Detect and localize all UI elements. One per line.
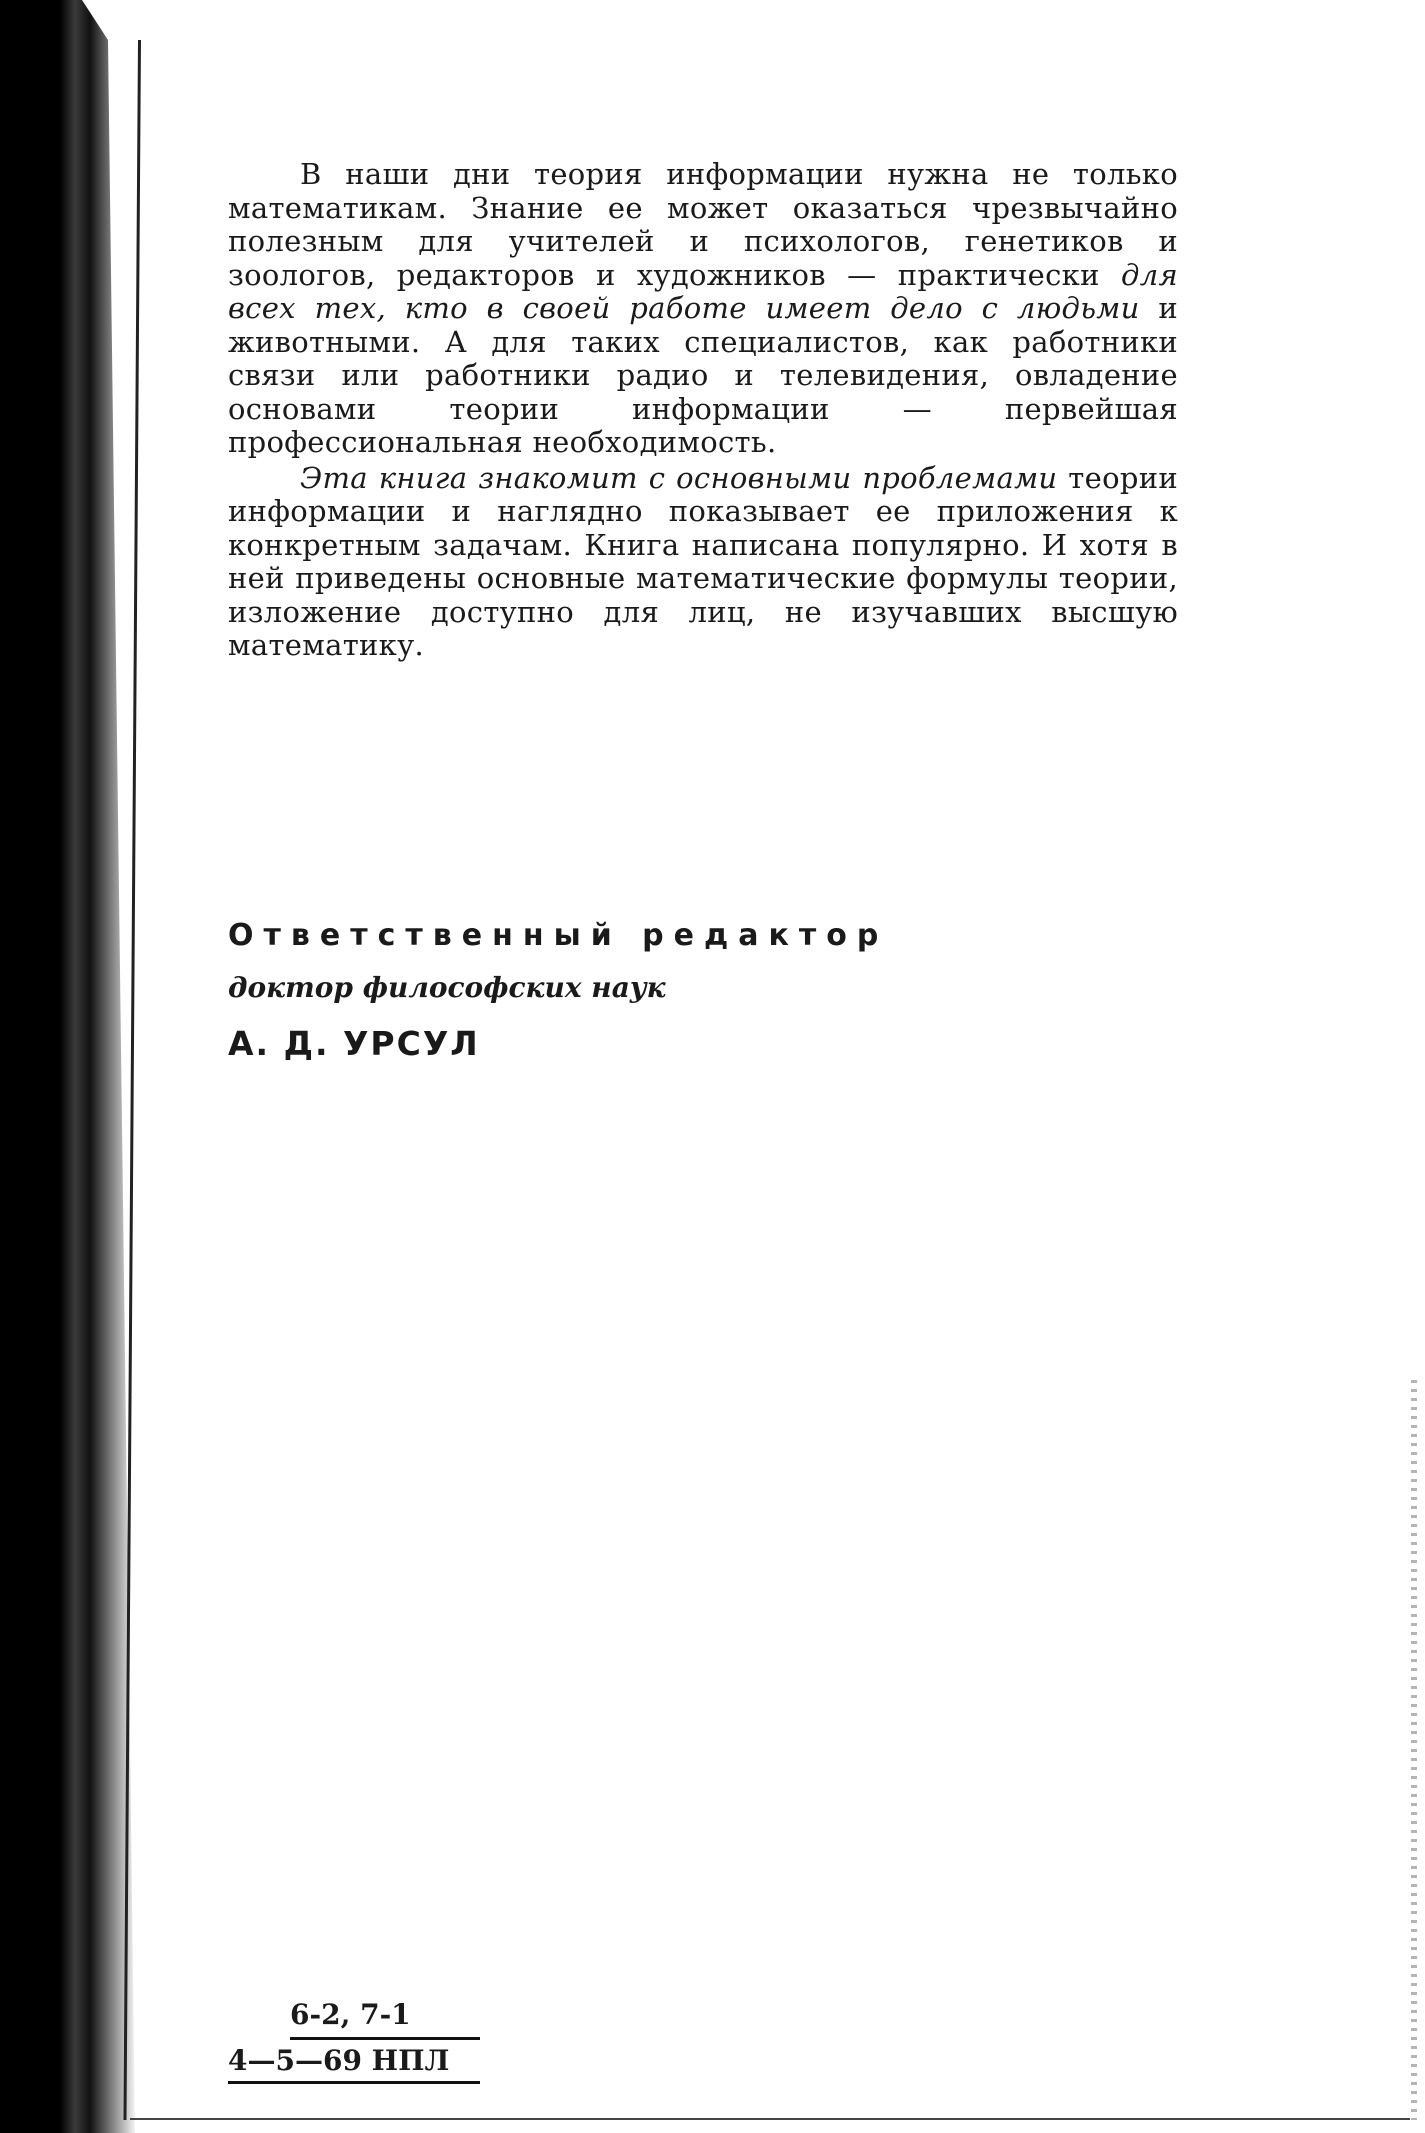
scan-bottom-edge [130, 2118, 1410, 2120]
editor-name: А. Д. УРСУЛ [228, 1024, 480, 1063]
paragraph-2-italic: Эта книга знакомит с основными проблемами [300, 460, 1058, 495]
paragraph-1-text-a: В наши дни теория информации нужна не только математикам. Знание ее может оказаться чрезвычайно полезным для учителей и психологов, генетиков и зоологов, редакторов и художников — практически [228, 157, 1178, 292]
scan-right-edge-noise [1411, 1380, 1417, 2120]
imprint-bottom: 4—5—69 НПЛ [228, 2040, 480, 2084]
paragraph-2-text-b: теории информации и наглядно показывает ее приложения к конкретным задачам. Книга написана популярно. И хотя в ней приведены основные математические формулы теории, изложение доступно для лиц, не изучавших высшую математику. [228, 460, 1178, 662]
imprint-top: 6-2, 7-1 [290, 1998, 480, 2040]
annotation-text [228, 158, 1178, 665]
scan-spine-shadow [0, 0, 140, 2133]
editor-label: Ответственный редактор [228, 918, 889, 953]
scan-spine-line [123, 40, 141, 2120]
annotation-paragraph-2 [228, 462, 1178, 663]
editor-block [228, 918, 888, 1063]
editor-degree: доктор философских наук [228, 971, 666, 1004]
paragraph-1-text-b: и животными. А для таких специалистов, как работники связи или работники радио и телевидения, овладение основами теории информации — первейшая профессиональная необходимость. [228, 291, 1178, 459]
annotation-paragraph-1 [228, 158, 1178, 460]
paragraph-1-italic: для всех тех, кто в своей работе имеет дело с людьми [228, 257, 1178, 325]
imprint-code [228, 1998, 480, 2084]
